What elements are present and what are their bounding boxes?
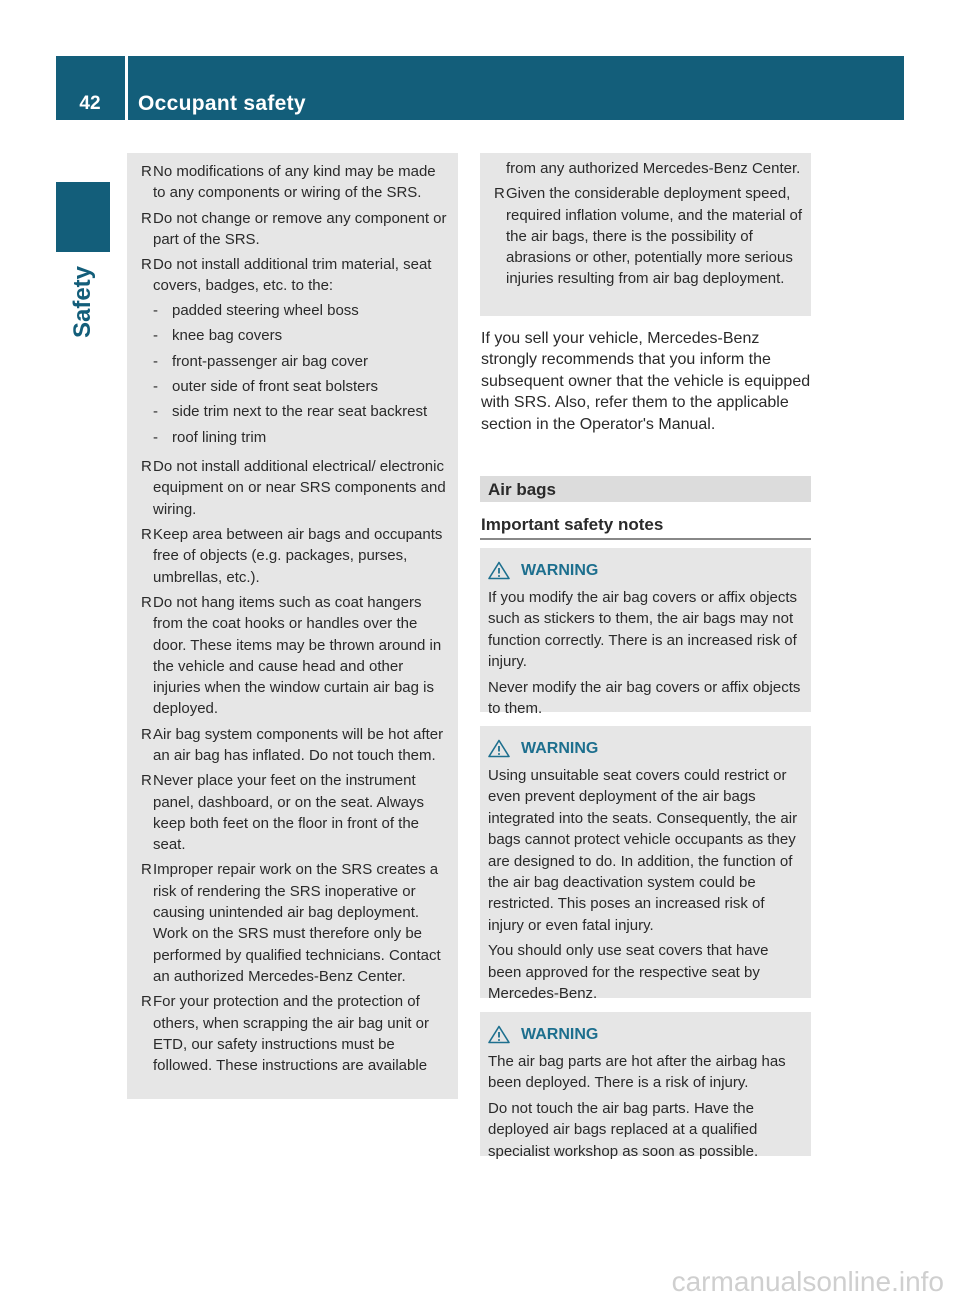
sub-list-item: - knee bag covers [153, 325, 450, 350]
bullet-icon: R [141, 163, 152, 180]
warning-paragraph: Using unsuitable seat covers could restrict or even prevent deployment of the air bags integrated into the seats. Consequently, the air bags cannot protect vehicle occupants as they are designed to do. In addition, the function of the air bag deactivation system could be restricted. This poses an increased risk of injury or even fatal injury. [488, 767, 798, 934]
warning-header [488, 1023, 803, 1047]
bullet-icon: R [141, 725, 152, 743]
left-bullet-list [131, 161, 450, 1076]
sub-list [153, 300, 450, 452]
dash-icon: - [153, 403, 158, 421]
warning-paragraph: Never modify the air bag covers or affix objects to them. [488, 678, 801, 718]
continuation-text: from any authorized Mercedes-Benz Center. [506, 160, 801, 177]
warning-paragraph: If you modify the air bag covers or affix objects such as stickers to them, the air bags may not function correctly. There is an increased risk of injury. [488, 589, 798, 671]
list-item: R Air bag system components will be hot after an air bag has inflated. Do not touch them. [141, 725, 444, 764]
dash-icon: - [153, 301, 158, 319]
side-tab-block [56, 182, 110, 252]
page-number: 42 [79, 93, 101, 114]
bullet-icon: R [141, 256, 152, 274]
list-item: R Do not install additional electrical/ electronic equipment on or near SRS components and wiring. [141, 458, 446, 518]
bullet-icon: R [141, 526, 152, 544]
sub-list-item: - roof lining trim [153, 427, 450, 452]
list-item: R Given the considerable deployment speed, required inflation volume, and the material of the air bags, there is the possibility of abrasions or other, potentially more serious injuries resulting from air bag deployment. [494, 185, 803, 288]
warning-title: WARNING [521, 740, 599, 757]
bullet-icon: R [141, 993, 152, 1011]
warning-header [488, 559, 803, 583]
list-item: R For your protection and the protection of others, when scrapping the air bag unit or ETD, our safety instructions must be followed. These instructions are available [141, 993, 429, 1075]
dash-icon: - [153, 327, 158, 345]
right-safety-box [480, 153, 811, 316]
bullet-icon: R [141, 772, 152, 790]
list-item: R Do not change or remove any component or part of the SRS. [141, 209, 447, 248]
bullet-icon: R [141, 209, 152, 227]
sub-list-item: - side trim next to the rear seat backrest [153, 401, 450, 426]
body-paragraph: If you sell your vehicle, Mercedes-Benz strongly recommends that you inform the subsequent owner that the vehicle is equipped with SRS. Also, refer them to the applicable section in the Operator's Manual. [481, 330, 811, 433]
warning-paragraph: The air bag parts are hot after the airbag has been deployed. There is a risk of injury. [488, 1053, 786, 1092]
dash-icon: - [153, 377, 158, 395]
watermark: carmanualsonline.info [671, 1266, 944, 1297]
sub-list-item: - padded steering wheel boss [153, 300, 450, 325]
list-item: R Never place your feet on the instrument panel, dashboard, or on the seat. Always keep both feet on the floor in front of the seat. [141, 772, 425, 854]
warning-triangle-icon [488, 561, 510, 580]
section-heading: Important safety notes [481, 515, 664, 534]
list-item: R Improper repair work on the SRS creates a risk of rendering the SRS inoperative or causing unintended air bag deployment. Work on the SRS must therefore only be performed by qualified technicians. Contact an authorized Mercedes-Benz Center. [141, 861, 441, 985]
subheading: Air bags [488, 480, 557, 499]
list-item: R Do not install additional trim material, seat covers, badges, etc. to the: - padded steering wheel boss - knee bag covers - front-passenger air bag cover - outer side of front seat bolsters - side trim next to the rear seat backrest - roof lining trim [131, 254, 450, 452]
warning-triangle-icon [488, 739, 510, 758]
bullet-icon: R [494, 185, 505, 203]
section-title: Occupant safety [138, 92, 306, 115]
warning-paragraph: You should only use seat covers that have been approved for the respective seat by Mercedes-Benz. [488, 942, 769, 1003]
warning-header [488, 737, 803, 761]
right-bullet-list [484, 183, 803, 289]
bullet-icon: R [141, 861, 152, 879]
header-separator [125, 56, 128, 120]
dash-icon: - [153, 428, 158, 446]
warning-box [480, 1012, 811, 1160]
bullet-icon: R [141, 593, 152, 611]
warning-box [480, 548, 811, 718]
warning-title: WARNING [521, 1026, 599, 1043]
dash-icon: - [153, 352, 158, 370]
side-tab-label: Safety [69, 265, 96, 339]
heading-rule [480, 538, 811, 540]
sub-list-item: - front-passenger air bag cover [153, 351, 450, 376]
left-safety-box [127, 153, 458, 1099]
bullet-icon: R [141, 458, 152, 476]
list-item: R Keep area between air bags and occupants free of objects (e.g. packages, purses, umbrellas, etc.). [141, 526, 443, 586]
warning-title: WARNING [521, 562, 599, 579]
warning-box [480, 726, 811, 1003]
warning-triangle-icon [488, 1025, 510, 1044]
list-item: R No modifications of any kind may be made to any components or wiring of the SRS. [141, 163, 436, 202]
warning-paragraph: Do not touch the air bag parts. Have the deployed air bags replaced at a qualified specialist workshop as soon as possible. [488, 1099, 759, 1160]
list-item: R Do not hang items such as coat hangers from the coat hooks or handles over the door. These items may be thrown around in the vehicle and cause head and other injuries when the window curtain air bag is deployed. [141, 593, 442, 718]
sub-list-item: - outer side of front seat bolsters [153, 376, 450, 401]
